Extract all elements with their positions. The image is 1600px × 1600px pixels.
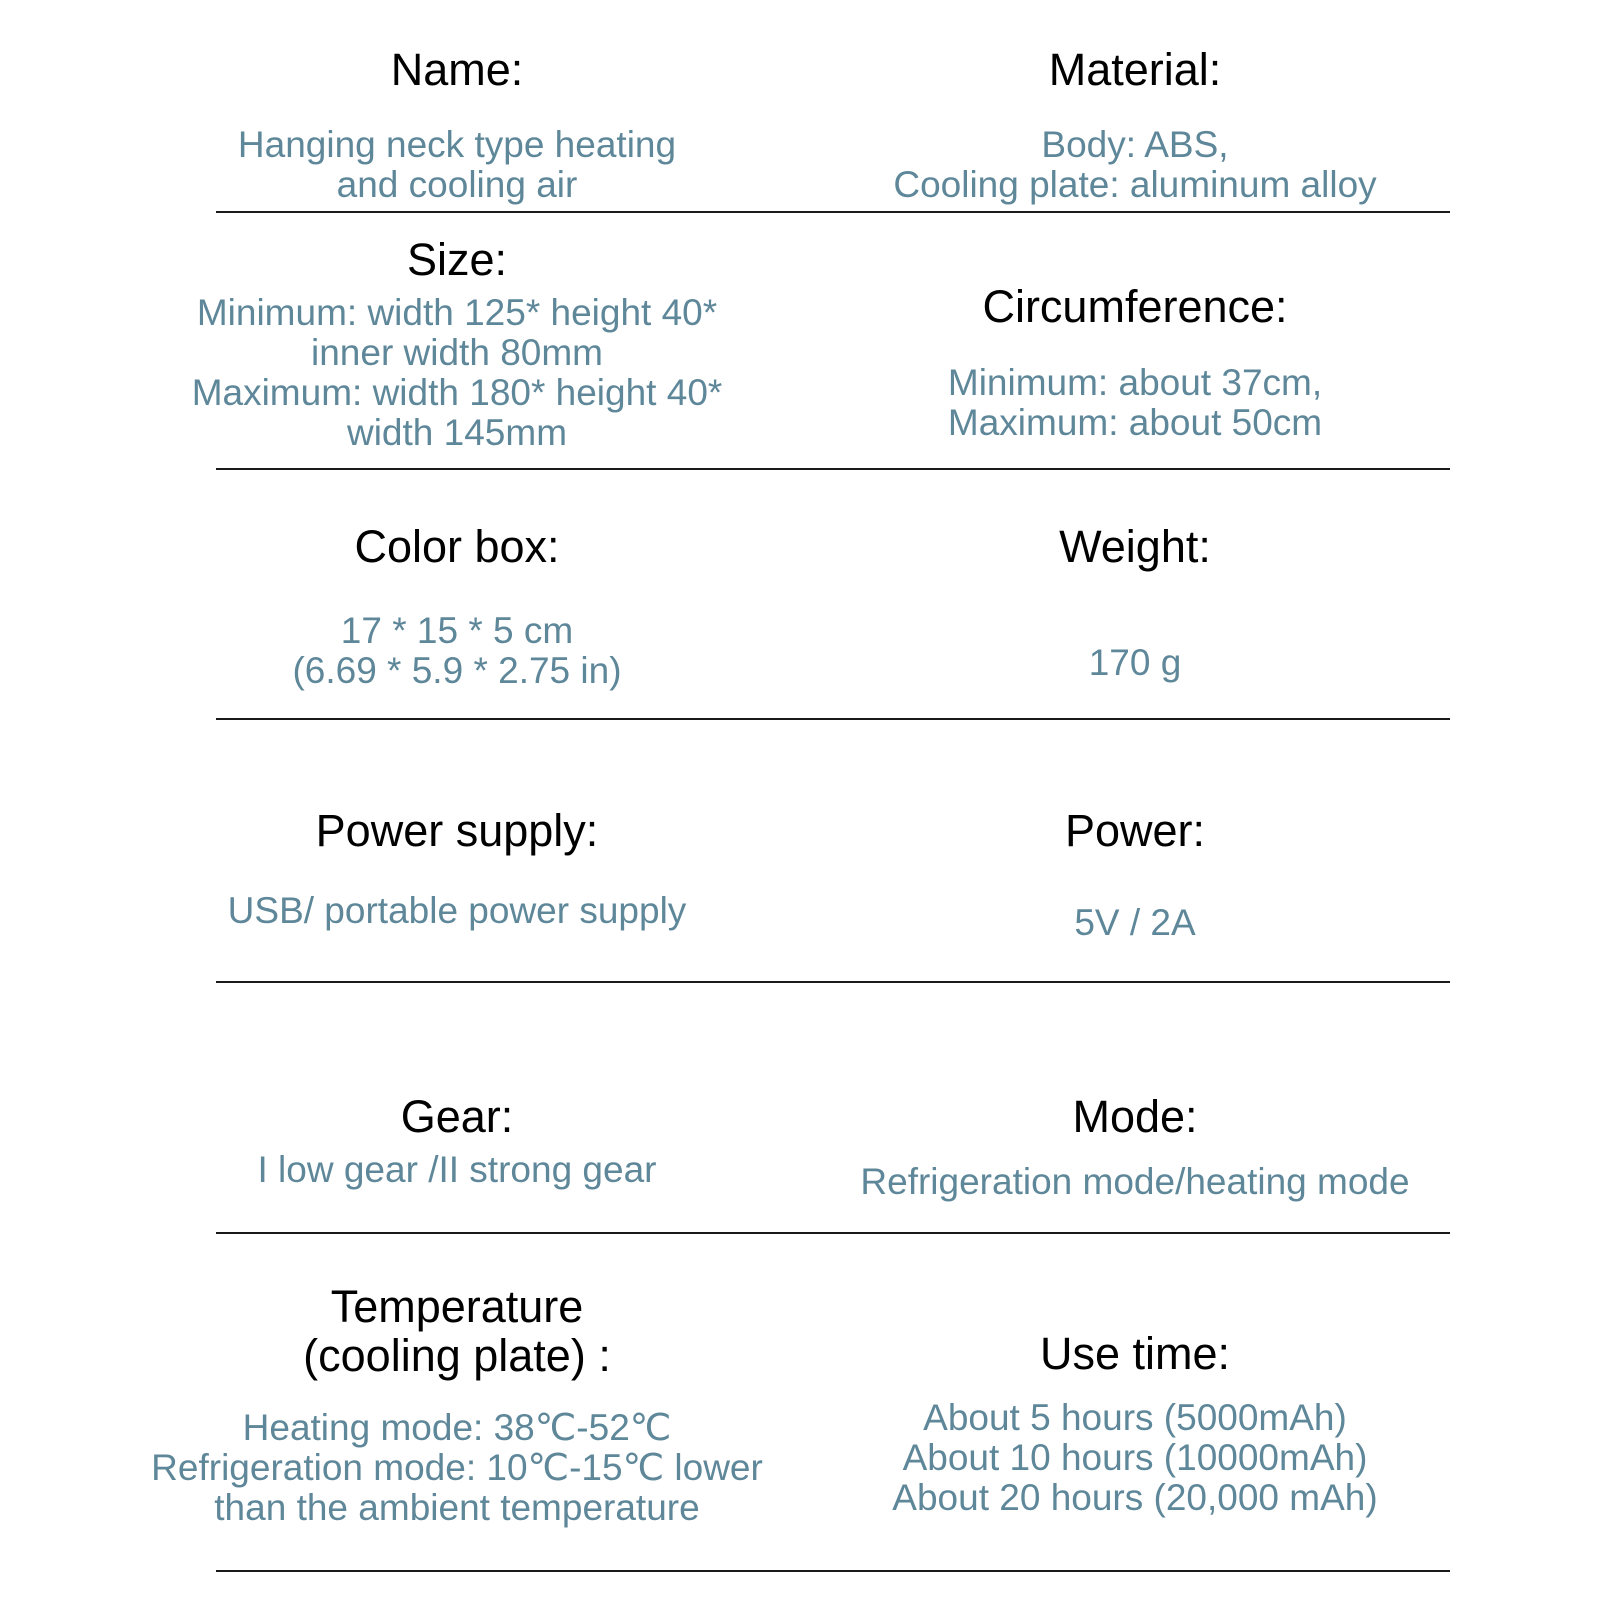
size-value-line: inner width 80mm bbox=[310, 332, 603, 373]
material-label: Material: bbox=[1048, 44, 1222, 95]
size-value bbox=[107, 293, 807, 453]
gear-label: Gear: bbox=[400, 1091, 514, 1142]
temperature-value-line: than the ambient temperature bbox=[214, 1487, 700, 1528]
color-box-value bbox=[107, 611, 807, 691]
material-value bbox=[785, 125, 1485, 205]
temperature-value-line: Heating mode: 38℃-52℃ bbox=[242, 1407, 672, 1448]
name-value-line: Hanging neck type heating bbox=[237, 124, 677, 165]
gear-value-line: I low gear /II strong gear bbox=[257, 1149, 657, 1190]
temperature-label-line: (cooling plate) : bbox=[303, 1330, 611, 1381]
circumference-value bbox=[785, 363, 1485, 443]
divider bbox=[216, 1570, 1450, 1572]
material-value-line: Body: ABS, bbox=[1041, 124, 1229, 165]
mode-label: Mode: bbox=[1072, 1091, 1198, 1142]
use-time-value-line: About 5 hours (5000mAh) bbox=[923, 1397, 1347, 1438]
circumference-value-line: Maximum: about 50cm bbox=[947, 402, 1323, 443]
use-time-value-line: About 20 hours (20,000 mAh) bbox=[892, 1477, 1378, 1518]
divider bbox=[216, 981, 1450, 983]
name-label: Name: bbox=[390, 44, 524, 95]
use-time-value-line: About 10 hours (10000mAh) bbox=[902, 1437, 1368, 1478]
gear-value bbox=[107, 1150, 807, 1190]
color-box-label: Color box: bbox=[354, 521, 560, 572]
weight-value bbox=[785, 643, 1485, 683]
color-box-value-line: (6.69 * 5.9 * 2.75 in) bbox=[292, 650, 622, 691]
temperature-label-line: Temperature bbox=[330, 1281, 584, 1332]
circumference-label: Circumference: bbox=[982, 281, 1288, 332]
use-time-value bbox=[785, 1398, 1485, 1518]
mode-value bbox=[785, 1162, 1485, 1202]
temperature-label bbox=[107, 1282, 807, 1380]
power-value-line: 5V / 2A bbox=[1074, 902, 1196, 943]
use-time-label: Use time: bbox=[1039, 1328, 1231, 1379]
weight-value-line: 170 g bbox=[1088, 642, 1182, 683]
temperature-value bbox=[107, 1408, 807, 1528]
temperature-value-line: Refrigeration mode: 10℃-15℃ lower bbox=[151, 1447, 763, 1488]
power-value bbox=[785, 903, 1485, 943]
weight-label: Weight: bbox=[1059, 521, 1211, 572]
size-label: Size: bbox=[406, 234, 508, 285]
divider bbox=[216, 1232, 1450, 1234]
power-supply-label: Power supply: bbox=[315, 805, 599, 856]
mode-value-line: Refrigeration mode/heating mode bbox=[860, 1161, 1410, 1202]
size-value-line: width 145mm bbox=[346, 412, 568, 453]
size-value-line: Maximum: width 180* height 40* bbox=[191, 372, 723, 413]
divider bbox=[216, 718, 1450, 720]
power-label: Power: bbox=[1064, 805, 1206, 856]
material-value-line: Cooling plate: aluminum alloy bbox=[893, 164, 1377, 205]
divider bbox=[216, 468, 1450, 470]
name-value-line: and cooling air bbox=[336, 164, 578, 205]
power-supply-value bbox=[107, 891, 807, 931]
power-supply-value-line: USB/ portable power supply bbox=[227, 890, 687, 931]
name-value bbox=[107, 125, 807, 205]
size-value-line: Minimum: width 125* height 40* bbox=[196, 292, 718, 333]
color-box-value-line: 17 * 15 * 5 cm bbox=[340, 610, 574, 651]
circumference-value-line: Minimum: about 37cm, bbox=[947, 362, 1323, 403]
divider bbox=[216, 211, 1450, 213]
